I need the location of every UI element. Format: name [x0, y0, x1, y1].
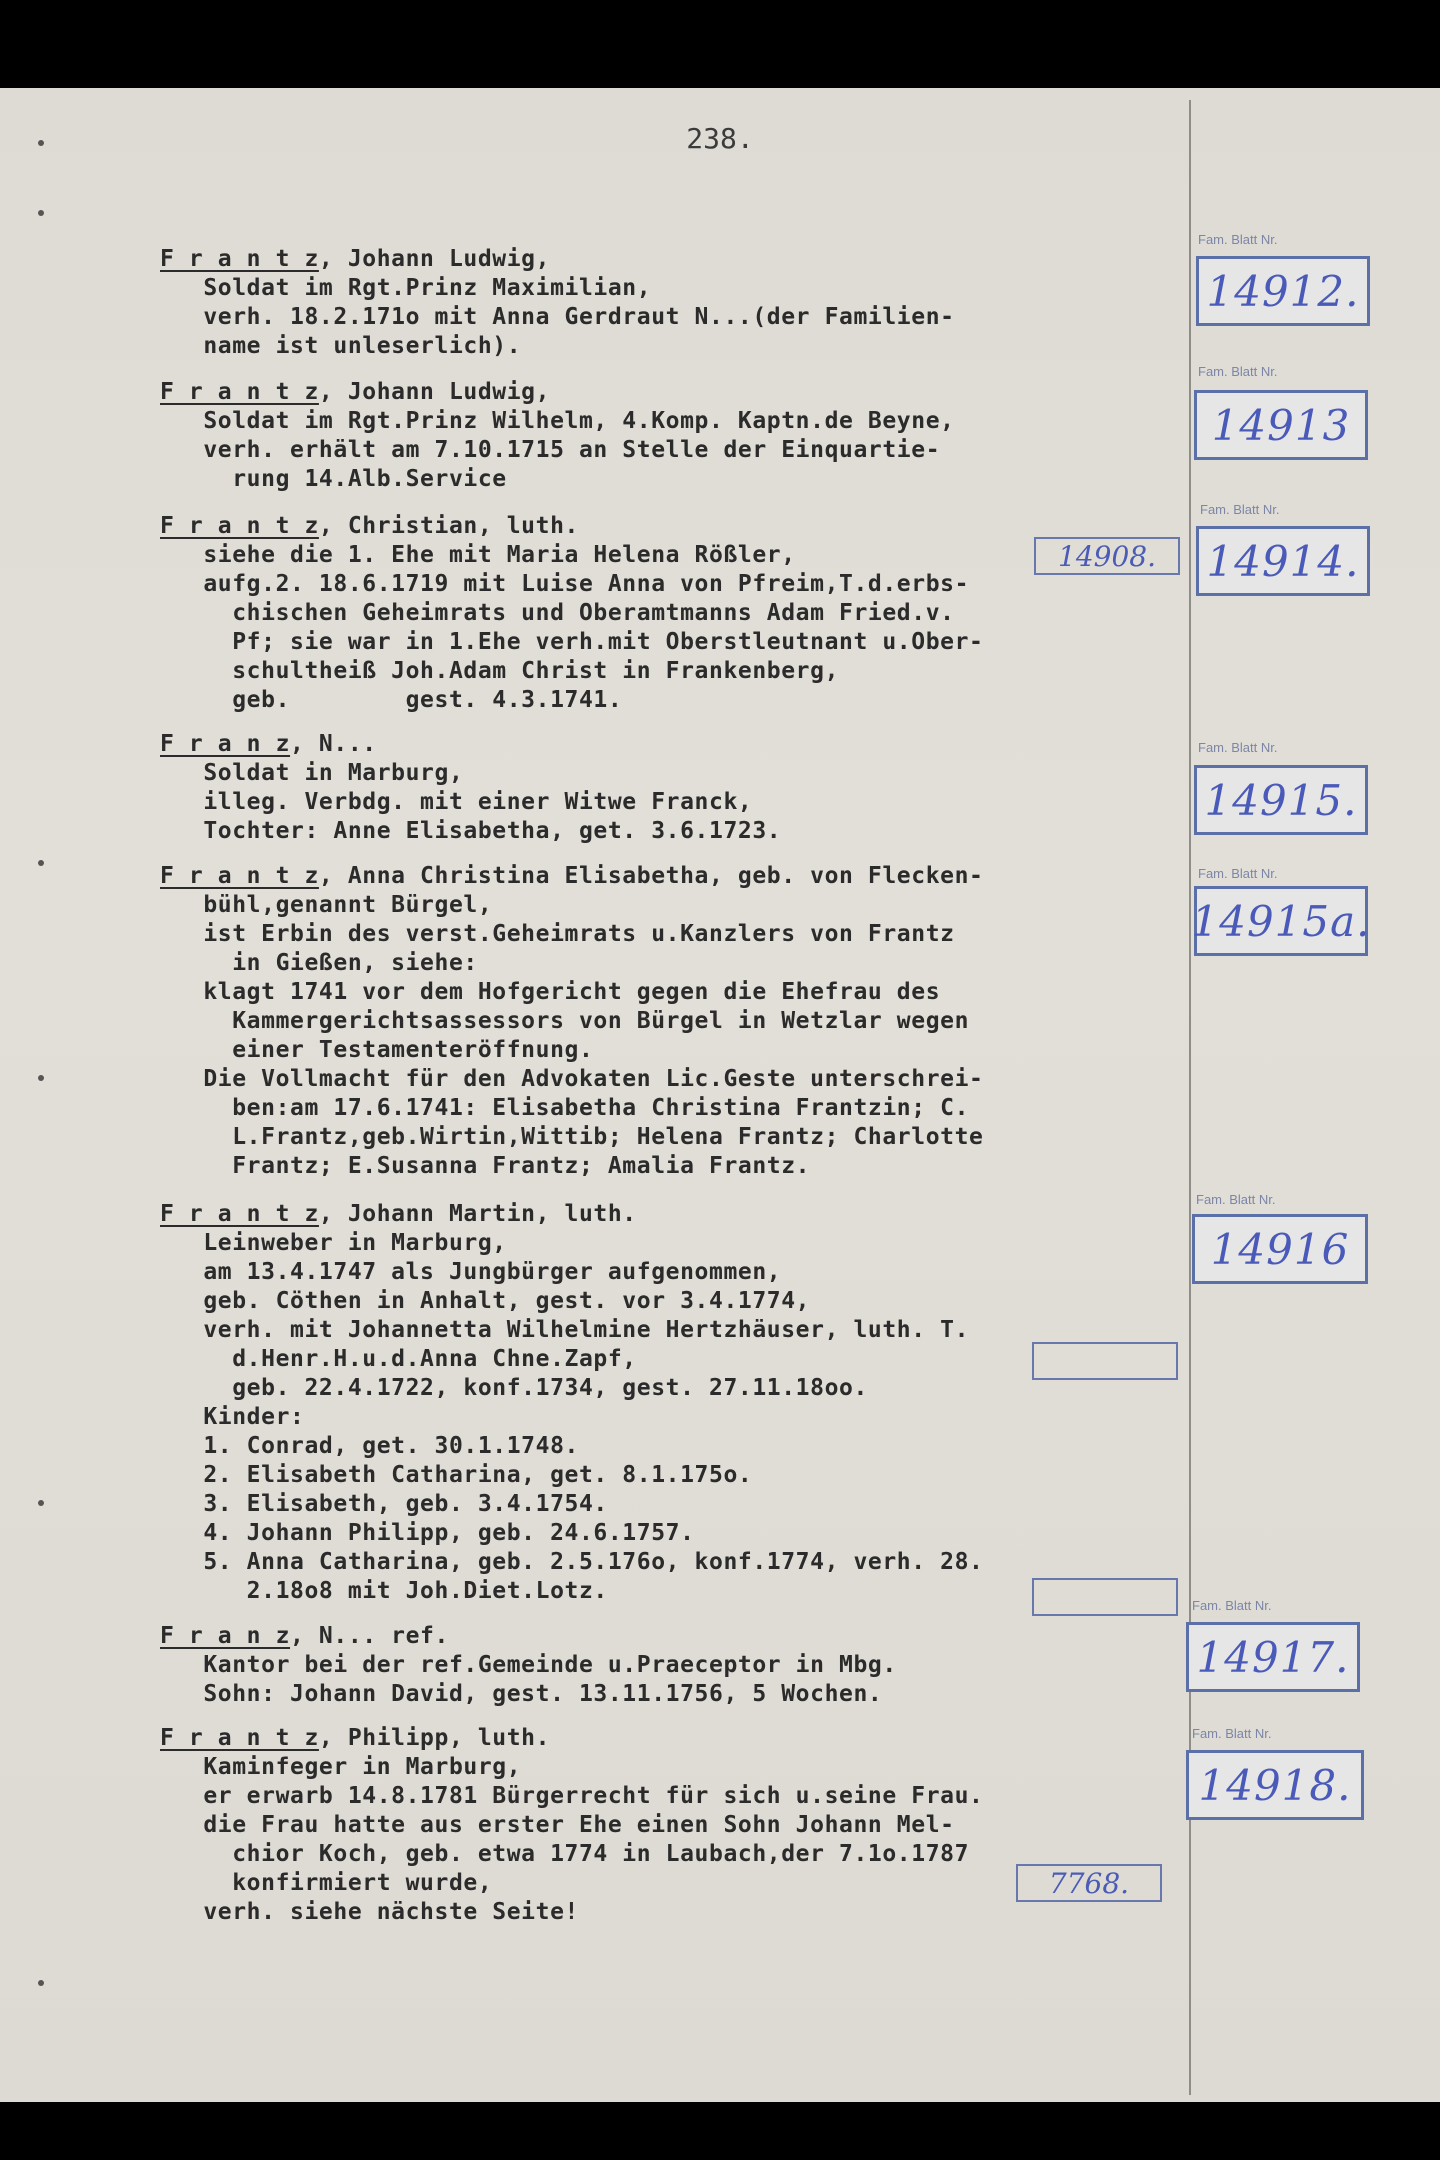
entry-line: aufg.2. 18.6.1719 mit Luise Anna von Pfreim,T.d.erbs-	[160, 571, 970, 597]
fam-blatt-label: Fam. Blatt Nr.	[1198, 364, 1278, 379]
entry-line: geb. gest. 4.3.1741.	[160, 687, 623, 713]
fam-blatt-label: Fam. Blatt Nr.	[1198, 232, 1278, 247]
empty-reference-box	[1032, 1342, 1178, 1380]
entry-line: chischen Geheimrats und Oberamtmanns Adam Fried.v.	[160, 600, 955, 626]
entry-line: einer Testamenteröffnung.	[160, 1037, 594, 1063]
fam-blatt-label: Fam. Blatt Nr.	[1200, 502, 1280, 517]
entry-line: F r a n t z, Christian, luth.	[160, 513, 579, 539]
entry-line: klagt 1741 vor dem Hofgericht gegen die Ehefrau des	[160, 979, 941, 1005]
entry-line: F r a n t z, Philipp, luth.	[160, 1725, 551, 1751]
punch-hole	[38, 1500, 44, 1506]
entry-line: L.Frantz,geb.Wirtin,Wittib; Helena Frantz; Charlotte	[160, 1124, 984, 1150]
entry-line: F r a n t z, Johann Ludwig,	[160, 246, 551, 272]
entry-line: ben:am 17.6.1741: Elisabetha Christina Frantzin; C.	[160, 1095, 970, 1121]
fam-blatt-box: 14918.	[1186, 1750, 1364, 1820]
scan-top-border	[0, 0, 1440, 88]
entry-line: Die Vollmacht für den Advokaten Lic.Geste unterschrei-	[160, 1066, 984, 1092]
surname-heading: F r a n t z	[160, 863, 319, 889]
punch-hole	[38, 860, 44, 866]
entry-line: Frantz; E.Susanna Frantz; Amalia Frantz.	[160, 1153, 811, 1179]
empty-reference-box	[1032, 1578, 1178, 1616]
entry-line: bühl,genannt Bürgel,	[160, 892, 493, 918]
entry-line: Soldat in Marburg,	[160, 760, 464, 786]
entry-line: 4. Johann Philipp, geb. 24.6.1757.	[160, 1520, 695, 1546]
entry-franz-n	[160, 730, 1190, 846]
surname-heading: F r a n t z	[160, 1725, 319, 1751]
entry-line: illeg. Verbdg. mit einer Witwe Franck,	[160, 789, 753, 815]
entry-line: Kaminfeger in Marburg,	[160, 1754, 522, 1780]
fam-blatt-box: 14915a.	[1194, 886, 1368, 956]
fam-blatt-box: 14917.	[1186, 1622, 1360, 1692]
entry-line: verh. mit Johannetta Wilhelmine Hertzhäuser, luth. T.	[160, 1317, 970, 1343]
entry-line: F r a n t z, Johann Martin, luth.	[160, 1201, 637, 1227]
entry-line: 1. Conrad, get. 30.1.1748.	[160, 1433, 579, 1459]
entry-line: 2. Elisabeth Catharina, get. 8.1.175o.	[160, 1462, 753, 1488]
fam-blatt-label: Fam. Blatt Nr.	[1192, 1598, 1272, 1613]
entry-frantz-johann-martin	[160, 1200, 1190, 1606]
fam-blatt-box: 14912.	[1196, 256, 1370, 326]
entry-line: chior Koch, geb. etwa 1774 in Laubach,der 7.1o.1787	[160, 1841, 970, 1867]
fam-blatt-box: 14915.	[1194, 765, 1368, 835]
surname-heading: F r a n t z	[160, 513, 319, 539]
entry-line: Kantor bei der ref.Gemeinde u.Praeceptor in Mbg.	[160, 1652, 897, 1678]
entry-line: in Gießen, siehe:	[160, 950, 478, 976]
punch-hole	[38, 1980, 44, 1986]
fam-blatt-label: Fam. Blatt Nr.	[1192, 1726, 1272, 1741]
punch-hole	[38, 1075, 44, 1081]
entry-frantz-johann-ludwig-1	[160, 245, 1190, 361]
entry-line: die Frau hatte aus erster Ehe einen Sohn Johann Mel-	[160, 1812, 955, 1838]
entry-frantz-anna-christina	[160, 862, 1190, 1181]
entry-line: verh. erhält am 7.10.1715 an Stelle der Einquartie-	[160, 437, 941, 463]
fam-blatt-label: Fam. Blatt Nr.	[1198, 866, 1278, 881]
punch-hole	[38, 210, 44, 216]
entry-line: 5. Anna Catharina, geb. 2.5.176o, konf.1774, verh. 28.	[160, 1549, 984, 1575]
entry-line: Kinder:	[160, 1404, 305, 1430]
surname-heading: F r a n t z	[160, 1201, 319, 1227]
reference-box: 7768.	[1016, 1864, 1162, 1902]
entry-line: rung 14.Alb.Service	[160, 466, 507, 492]
entry-frantz-johann-ludwig-2	[160, 378, 1190, 494]
reference-box: 14908.	[1034, 537, 1180, 575]
entry-line: konfirmiert wurde,	[160, 1870, 493, 1896]
entry-line: Pf; sie war in 1.Ehe verh.mit Oberstleutnant u.Ober-	[160, 629, 984, 655]
entry-line: ist Erbin des verst.Geheimrats u.Kanzlers von Frantz	[160, 921, 955, 947]
entry-line: Kammergerichtsassessors von Bürgel in Wetzlar wegen	[160, 1008, 970, 1034]
fam-blatt-box: 14913	[1194, 390, 1368, 460]
entry-line: schultheiß Joh.Adam Christ in Frankenberg,	[160, 658, 840, 684]
entry-line: verh. siehe nächste Seite!	[160, 1899, 579, 1925]
surname-heading: F r a n z	[160, 1623, 291, 1649]
entry-line: 3. Elisabeth, geb. 3.4.1754.	[160, 1491, 608, 1517]
entry-line: name ist unleserlich).	[160, 333, 522, 359]
entry-line: Leinweber in Marburg,	[160, 1230, 507, 1256]
scan-bottom-border	[0, 2102, 1440, 2160]
fam-blatt-label: Fam. Blatt Nr.	[1196, 1192, 1276, 1207]
entry-line: verh. 18.2.171o mit Anna Gerdraut N...(der Familien-	[160, 304, 955, 330]
fam-blatt-box: 14916	[1192, 1214, 1368, 1284]
entry-line: F r a n z, N...	[160, 731, 377, 757]
surname-heading: F r a n t z	[160, 246, 319, 272]
entry-line: 2.18o8 mit Joh.Diet.Lotz.	[160, 1578, 608, 1604]
entry-line: F r a n t z, Johann Ludwig,	[160, 379, 551, 405]
fam-blatt-box: 14914.	[1196, 526, 1370, 596]
entry-line: geb. 22.4.1722, konf.1734, gest. 27.11.18oo.	[160, 1375, 868, 1401]
entry-line: Soldat im Rgt.Prinz Maximilian,	[160, 275, 652, 301]
entry-line: geb. Cöthen in Anhalt, gest. vor 3.4.1774,	[160, 1288, 811, 1314]
entry-franz-n-ref	[160, 1622, 1190, 1709]
entry-line: am 13.4.1747 als Jungbürger aufgenommen,	[160, 1259, 782, 1285]
entry-line: F r a n t z, Anna Christina Elisabetha, geb. von Flecken-	[160, 863, 984, 889]
surname-heading: F r a n z	[160, 731, 291, 757]
entry-line: siehe die 1. Ehe mit Maria Helena Rößler,	[160, 542, 796, 568]
page-number: 238.	[686, 122, 754, 155]
entry-line: d.Henr.H.u.d.Anna Chne.Zapf,	[160, 1346, 637, 1372]
entry-line: F r a n z, N... ref.	[160, 1623, 449, 1649]
fam-blatt-label: Fam. Blatt Nr.	[1198, 740, 1278, 755]
surname-heading: F r a n t z	[160, 379, 319, 405]
entry-line: Sohn: Johann David, gest. 13.11.1756, 5 Wochen.	[160, 1681, 883, 1707]
entry-line: er erwarb 14.8.1781 Bürgerrecht für sich u.seine Frau.	[160, 1783, 984, 1809]
entry-line: Soldat im Rgt.Prinz Wilhelm, 4.Komp. Kaptn.de Beyne,	[160, 408, 955, 434]
entry-line: Tochter: Anne Elisabetha, get. 3.6.1723.	[160, 818, 782, 844]
